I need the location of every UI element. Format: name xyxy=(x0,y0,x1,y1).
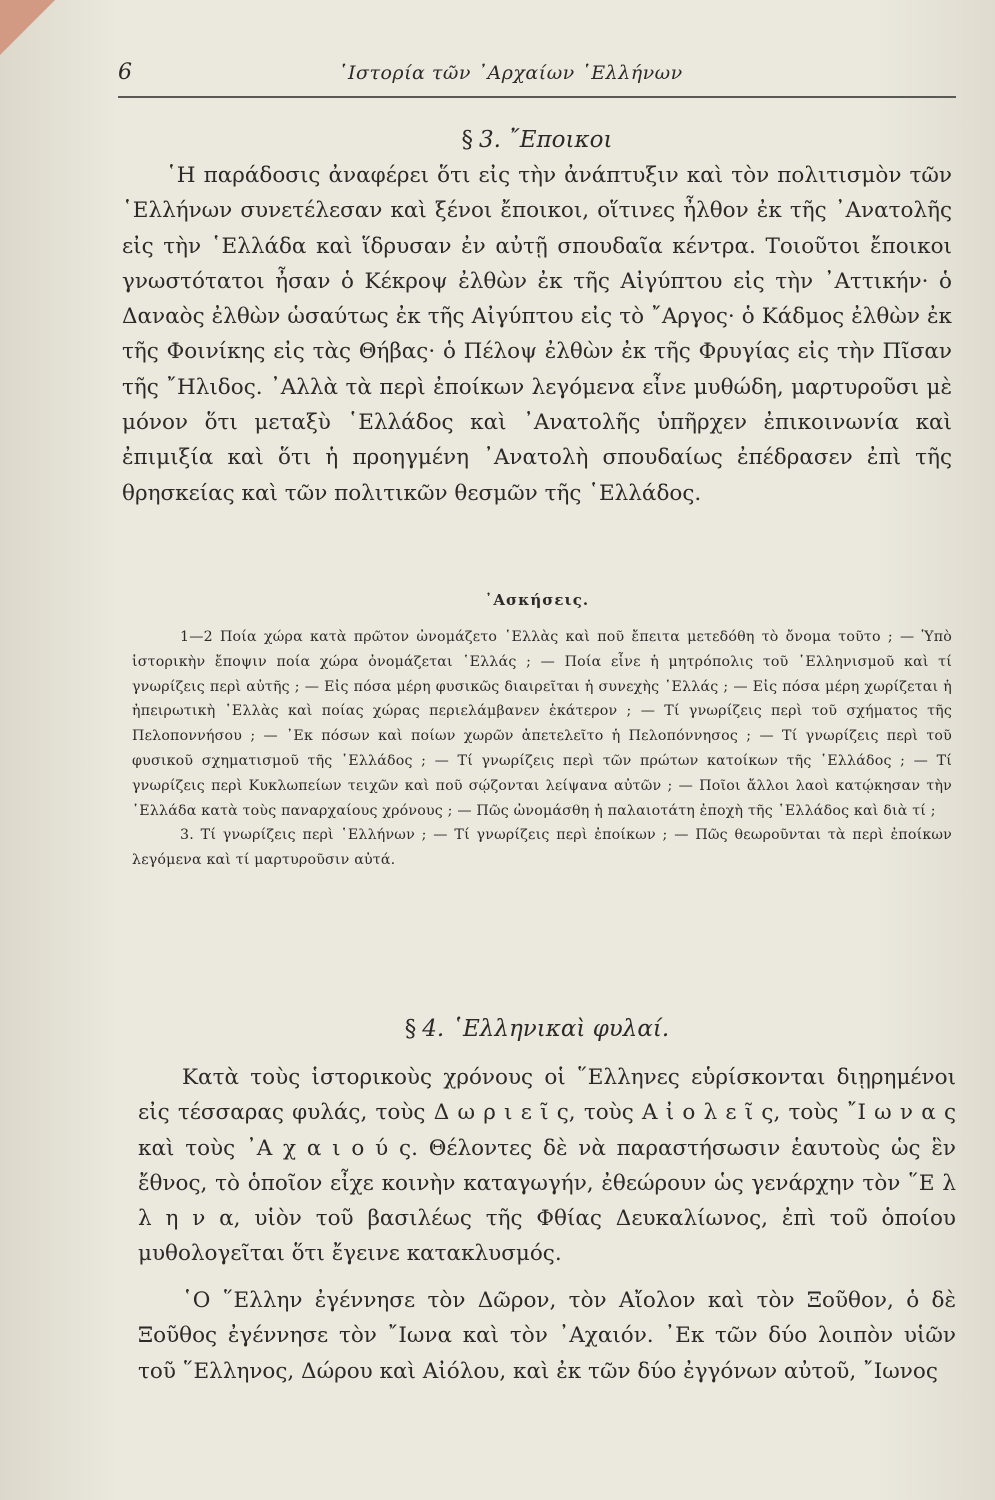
section-4-paragraph-2: ῾Ο ῞Ελλην ἐγέννησε τὸν Δῶρον, τὸν Αἴολον καὶ τὸν Ξοῦθον, ὁ δὲ Ξοῦθος ἐγέννησε τὸν ῎Ιωνα καὶ τὸν ᾿Αχαιόν. ᾿Εκ τῶν δύο λοιπὸν υἱῶν τοῦ ῞Ελληνος, Δώρου καὶ Αἰόλου, καὶ ἐκ τῶν δύο ἐγγόνων αὐτοῦ, ῎Ιωνος xyxy=(138,1288,956,1384)
page-number: 6 xyxy=(118,60,132,85)
exercise-item-1-2: 1—2 Ποία χώρα κατὰ πρῶτον ὠνομάζετο ῾Ελλὰς καὶ ποῦ ἔπειτα μετεδόθη τὸ ὄνομα τοῦτο ; — Ὑπὸ ἱστορικὴν ἔποψιν ποία χώρα ὀνομάζεται ῾Ελλάς ; — Ποία εἶνε ἡ μητρόπολις τοῦ ῾Ελληνισμοῦ καὶ τί γνωρίζεις περὶ αὐτῆς ; — Εἰς πόσα μέρη φυσικῶς διαιρεῖται ἡ συνεχὴς ῾Ελλάς ; — Εἰς πόσα μέρη χωρίζεται ἡ ἠπειρωτικὴ ῾Ελλὰς καὶ ποίας χώρας περιελάμβανεν ἑκάτερον ; — Τί γνωρίζεις περὶ τοῦ σχήματος τῆς Πελοποννήσου ; — ᾿Εκ πόσων καὶ ποίων χωρῶν ἀπετελεῖτο ἡ Πελοπόννησος ; — Τί γνωρίζεις περὶ τοῦ φυσικοῦ σχηματισμοῦ τῆς ῾Ελλάδος ; — Τί γνωρίζεις περὶ τῶν πρώτων κατοίκων τῆς ῾Ελλάδος ; — Τί γνωρίζεις περὶ Κυκλωπείων τειχῶν καὶ ποῦ σῴζονται λείψανα αὐτῶν ; — Ποῖοι ἄλλοι λαοὶ κατῴκησαν τὴν ῾Ελλάδα κατὰ τοὺς παναρχαίους χρόνους ; — Πῶς ὠνομάσθη ἡ παλαιοτάτη ἐποχὴ τῆς ῾Ελλάδος καὶ διὰ τί ; xyxy=(132,629,952,819)
exercises-block xyxy=(132,625,952,873)
exercise-item-3: 3. Τί γνωρίζεις περὶ ῾Ελλήνων ; — Τί γνωρίζεις περὶ ἐποίκων ; — Πῶς θεωροῦνται τὰ περὶ ἐποίκων λεγόμενα καὶ τί μαρτυροῦσιν αὐτά. xyxy=(132,827,952,869)
section-3-title: 3. ῎Εποικοι xyxy=(479,127,613,153)
page-header xyxy=(118,54,956,90)
running-title: ῾Ιστορία τῶν ᾿Αρχαίων ῾Ελλήνων xyxy=(338,62,683,84)
section-symbol: § xyxy=(461,127,473,153)
exercises-heading: ᾿Ασκήσεις. xyxy=(484,591,590,609)
header-rule xyxy=(118,96,956,98)
section-3-paragraph: ῾Η παράδοσις ἀναφέρει ὅτι εἰς τὴν ἀνάπτυξιν καὶ τὸν πολιτισμὸν τῶν ῾Ελλήνων συνετέλεσαν καὶ ξένοι ἔποικοι, οἵτινες ἦλθον ἐκ τῆς ᾿Ανατολῆς εἰς τὴν ῾Ελλάδα καὶ ἵδρυσαν ἐν αὐτῇ σπουδαῖα κέντρα. Τοιοῦτοι ἔποικοι γνωστότατοι ἦσαν ὁ Κέκροψ ἐλθὼν ἐκ τῆς Αἰγύπτου εἰς τὴν ᾿Αττικήν· ὁ Δαναὸς ἐλθὼν ὡσαύτως ἐκ τῆς Αἰγύπτου εἰς τὸ ῎Αργος· ὁ Κάδμος ἐλθὼν ἐκ τῆς Φοινίκης εἰς τὰς Θήβας· ὁ Πέλοψ ἐλθὼν ἐκ τῆς Φρυγίας εἰς τὴν Πῖσαν τῆς ῎Ηλιδος. ᾿Αλλὰ τὰ περὶ ἐποίκων λεγόμενα εἶνε μυθώδη, μαρτυροῦσι μὲ μόνον ὅτι μεταξὺ ῾Ελλάδος καὶ ᾿Ανατολῆς ὑπῆρχεν ἐπικοινωνία καὶ ἐπιμιξία καὶ ὅτι ἡ προηγμένη ᾿Ανατολὴ σπουδαίως ἐπέδρασεν ἐπὶ τῆς θρησκείας καὶ τῶν πολιτικῶν θεσμῶν τῆς ῾Ελλάδος. xyxy=(122,163,952,506)
torn-corner xyxy=(0,0,55,55)
section-3-heading xyxy=(118,127,956,153)
section-4-heading xyxy=(118,1016,956,1042)
section-4-paragraph-1: Κατὰ τοὺς ἱστορικοὺς χρόνους οἱ ῞Ελληνες εὑρίσκονται διῃρημένοι εἰς τέσσαρας φυλάς, τοὺς Δ ω ρ ι ε ῖ ς, τοὺς Α ἰ ο λ ε ῖ ς, τοὺς ῎Ι ω ν α ς καὶ τοὺς ᾿Α χ α ι ο ύ ς. Θέλοντες δὲ νὰ παραστήσωσιν ἑαυτοὺς ὡς ἓν ἔθνος, τὸ ὁποῖον εἶχε κοινὴν καταγωγήν, ἐθεώρουν ὡς γενάρχην τὸν ῞Ε λ λ η ν α, υἱὸν τοῦ βασιλέως τῆς Φθίας Δευκαλίωνος, ἐπὶ τοῦ ὁποίου μυθολογεῖται ὅτι ἔγεινε κατακλυσμός. xyxy=(138,1065,956,1267)
section-symbol: § xyxy=(404,1016,417,1042)
section-4-title: 4. ῾Ελληνικαὶ φυλαί. xyxy=(422,1016,670,1042)
